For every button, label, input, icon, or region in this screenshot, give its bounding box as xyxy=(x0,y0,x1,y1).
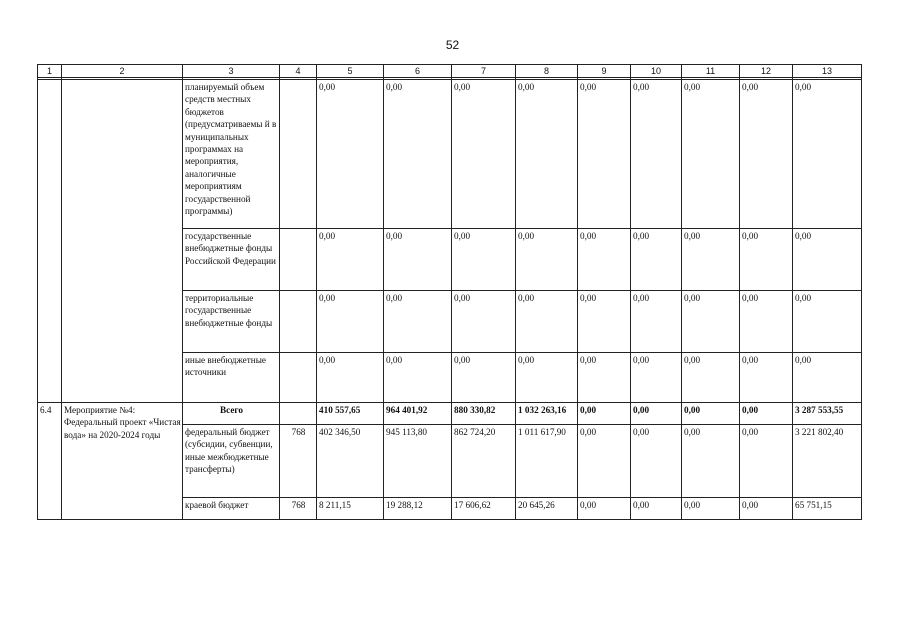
value-cell: 862 724,20 xyxy=(452,425,516,498)
value-cell: 0,00 xyxy=(631,80,682,229)
value-cell: 0,00 xyxy=(682,80,740,229)
funding-source-cell: иные внебюджетные источники xyxy=(183,353,280,403)
value-cell: 964 401,92 xyxy=(384,403,452,425)
value-cell: 8 211,15 xyxy=(317,498,384,520)
value-cell: 0,00 xyxy=(682,291,740,353)
value-cell: 0,00 xyxy=(682,498,740,520)
header-cell: 13 xyxy=(793,65,862,78)
code-cell xyxy=(280,229,317,291)
value-cell: 0,00 xyxy=(682,403,740,425)
funding-source-cell: территориальные государственные внебюджетные фонды xyxy=(183,291,280,353)
value-cell: 0,00 xyxy=(631,291,682,353)
header-cell: 3 xyxy=(183,65,280,78)
value-cell: 0,00 xyxy=(740,353,793,403)
header-cell: 9 xyxy=(578,65,631,78)
funding-source-cell: государственные внебюджетные фонды Российской Федерации xyxy=(183,229,280,291)
value-cell: 945 113,80 xyxy=(384,425,452,498)
page-number: 52 xyxy=(445,38,460,52)
header-cell: 12 xyxy=(740,65,793,78)
value-cell: 0,00 xyxy=(516,80,578,229)
value-cell: 0,00 xyxy=(384,229,452,291)
header-cell: 7 xyxy=(452,65,516,78)
value-cell: 0,00 xyxy=(578,425,631,498)
value-cell: 0,00 xyxy=(516,229,578,291)
header-cell: 5 xyxy=(317,65,384,78)
value-cell: 0,00 xyxy=(740,425,793,498)
value-cell: 0,00 xyxy=(317,229,384,291)
value-cell: 0,00 xyxy=(578,80,631,229)
value-cell: 1 032 263,16 xyxy=(516,403,578,425)
value-cell: 0,00 xyxy=(793,229,862,291)
code-cell: 768 xyxy=(280,498,317,520)
table-row xyxy=(38,403,862,425)
measure-name-cell xyxy=(62,80,183,403)
header-cell: 11 xyxy=(682,65,740,78)
value-cell: 0,00 xyxy=(631,403,682,425)
value-cell: 0,00 xyxy=(631,353,682,403)
value-cell: 0,00 xyxy=(631,425,682,498)
value-cell: 0,00 xyxy=(384,80,452,229)
header-cell: 4 xyxy=(280,65,317,78)
value-cell: 0,00 xyxy=(452,80,516,229)
value-cell: 0,00 xyxy=(452,353,516,403)
value-cell: 0,00 xyxy=(317,353,384,403)
value-cell: 0,00 xyxy=(452,291,516,353)
table-header-row xyxy=(38,65,862,78)
header-cell: 8 xyxy=(516,65,578,78)
value-cell: 0,00 xyxy=(516,291,578,353)
code-cell xyxy=(280,291,317,353)
value-cell: 17 606,62 xyxy=(452,498,516,520)
value-cell: 0,00 xyxy=(740,291,793,353)
header-cell: 10 xyxy=(631,65,682,78)
funding-source-cell: федеральный бюджет (субсидии, субвенции, иные межбюджетные трансферты) xyxy=(183,425,280,498)
funding-source-cell: планируемый объем средств местных бюджетов (предусматриваемы й в муниципальных программах на мероприятия, аналогичные мероприятиям государственной программы) xyxy=(183,80,280,229)
value-cell: 0,00 xyxy=(631,229,682,291)
measure-number-cell: 6.4 xyxy=(38,403,62,520)
value-cell: 0,00 xyxy=(793,353,862,403)
value-cell: 1 011 617,90 xyxy=(516,425,578,498)
value-cell: 0,00 xyxy=(578,291,631,353)
value-cell: 0,00 xyxy=(740,229,793,291)
value-cell: 0,00 xyxy=(384,353,452,403)
budget-table xyxy=(37,64,862,520)
code-cell: 768 xyxy=(280,425,317,498)
funding-source-cell: краевой бюджет xyxy=(183,498,280,520)
value-cell: 0,00 xyxy=(682,353,740,403)
value-cell: 0,00 xyxy=(578,353,631,403)
value-cell: 65 751,15 xyxy=(793,498,862,520)
code-cell xyxy=(280,403,317,425)
measure-name-cell: Мероприятие №4: Федеральный проект «Чистая вода» на 2020-2024 годы xyxy=(62,403,183,520)
value-cell: 880 330,82 xyxy=(452,403,516,425)
value-cell: 0,00 xyxy=(740,403,793,425)
value-cell: 0,00 xyxy=(631,498,682,520)
value-cell: 0,00 xyxy=(682,425,740,498)
value-cell: 0,00 xyxy=(578,403,631,425)
value-cell: 0,00 xyxy=(578,498,631,520)
value-cell: 0,00 xyxy=(740,80,793,229)
value-cell: 0,00 xyxy=(793,80,862,229)
value-cell: 0,00 xyxy=(740,498,793,520)
value-cell: 0,00 xyxy=(578,229,631,291)
code-cell xyxy=(280,80,317,229)
value-cell: 0,00 xyxy=(682,229,740,291)
value-cell: 0,00 xyxy=(793,291,862,353)
table-row xyxy=(38,80,862,229)
header-cell: 2 xyxy=(62,65,183,78)
value-cell: 20 645,26 xyxy=(516,498,578,520)
header-cell: 1 xyxy=(38,65,62,78)
value-cell: 19 288,12 xyxy=(384,498,452,520)
number-cell xyxy=(38,80,62,403)
value-cell: 3 287 553,55 xyxy=(793,403,862,425)
header-cell: 6 xyxy=(384,65,452,78)
value-cell: 0,00 xyxy=(384,291,452,353)
value-cell: 3 221 802,40 xyxy=(793,425,862,498)
value-cell: 402 346,50 xyxy=(317,425,384,498)
code-cell xyxy=(280,353,317,403)
total-label-cell: Всего xyxy=(183,403,280,425)
value-cell: 0,00 xyxy=(317,80,384,229)
value-cell: 410 557,65 xyxy=(317,403,384,425)
value-cell: 0,00 xyxy=(317,291,384,353)
value-cell: 0,00 xyxy=(516,353,578,403)
value-cell: 0,00 xyxy=(452,229,516,291)
